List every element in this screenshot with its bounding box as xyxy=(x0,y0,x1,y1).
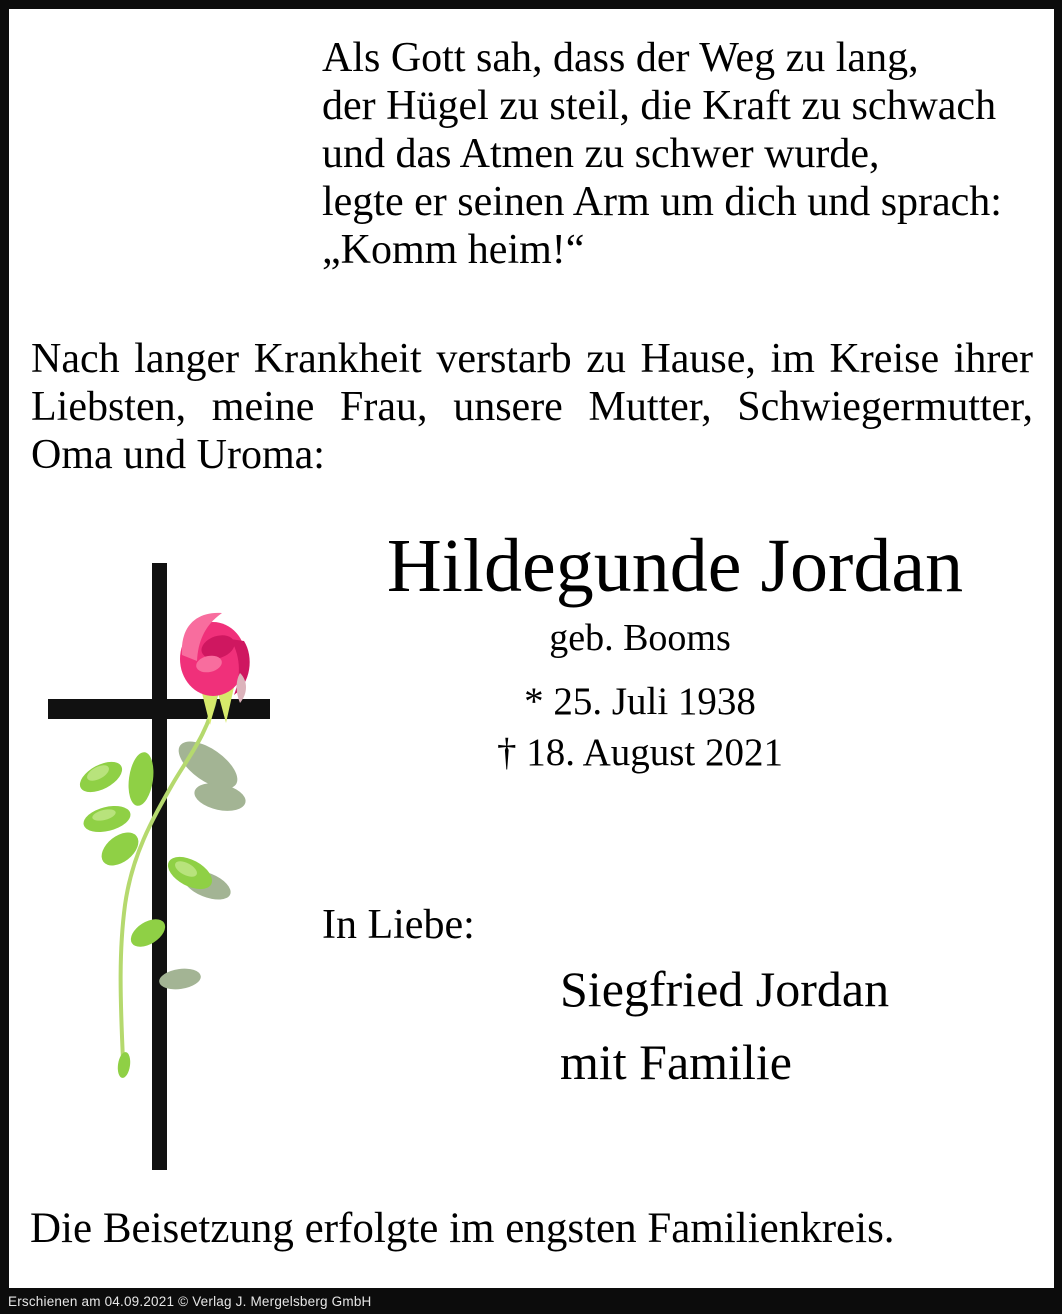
publisher-footer-text: Erschienen am 04.09.2021 © Verlag J. Mergelsberg GmbH xyxy=(8,1293,372,1309)
memorial-graphic xyxy=(40,555,280,1185)
birth-date: * 25. Juli 1938 xyxy=(524,680,756,723)
mourner-family: mit Familie xyxy=(560,1034,792,1090)
rose-leaves xyxy=(75,751,217,953)
funeral-note: Die Beisetzung erfolgte im engsten Familienkreis. xyxy=(30,1205,895,1252)
deceased-name: Hildegunde Jordan xyxy=(386,524,964,608)
intro-line: Oma und Uroma: xyxy=(31,432,325,478)
poem-line: legte er seinen Arm um dich und sprach: xyxy=(322,179,1002,225)
intro-paragraph xyxy=(31,335,1033,479)
poem-line: Als Gott sah, dass der Weg zu lang, xyxy=(322,35,919,81)
closing-phrase: In Liebe: xyxy=(322,902,475,948)
death-date: † 18. August 2021 xyxy=(496,731,784,774)
mourner-name: Siegfried Jordan xyxy=(560,961,890,1017)
poem-line: und das Atmen zu schwer wurde, xyxy=(322,131,880,177)
poem-line: „Komm heim!“ xyxy=(322,227,585,273)
maiden-name: geb. Booms xyxy=(549,617,731,659)
intro-line: Liebsten, meine Frau, unsere Mutter, Schwiegermutter, xyxy=(31,384,1033,430)
poem-line: der Hügel zu steil, die Kraft zu schwach xyxy=(322,83,997,129)
intro-line: Nach langer Krankheit verstarb zu Hause, im Kreise ihrer xyxy=(31,336,1033,382)
cross-rose-graphic xyxy=(40,555,280,1185)
poem xyxy=(322,34,1002,274)
life-dates xyxy=(285,676,995,778)
publisher-footer-bar xyxy=(0,1288,1062,1314)
